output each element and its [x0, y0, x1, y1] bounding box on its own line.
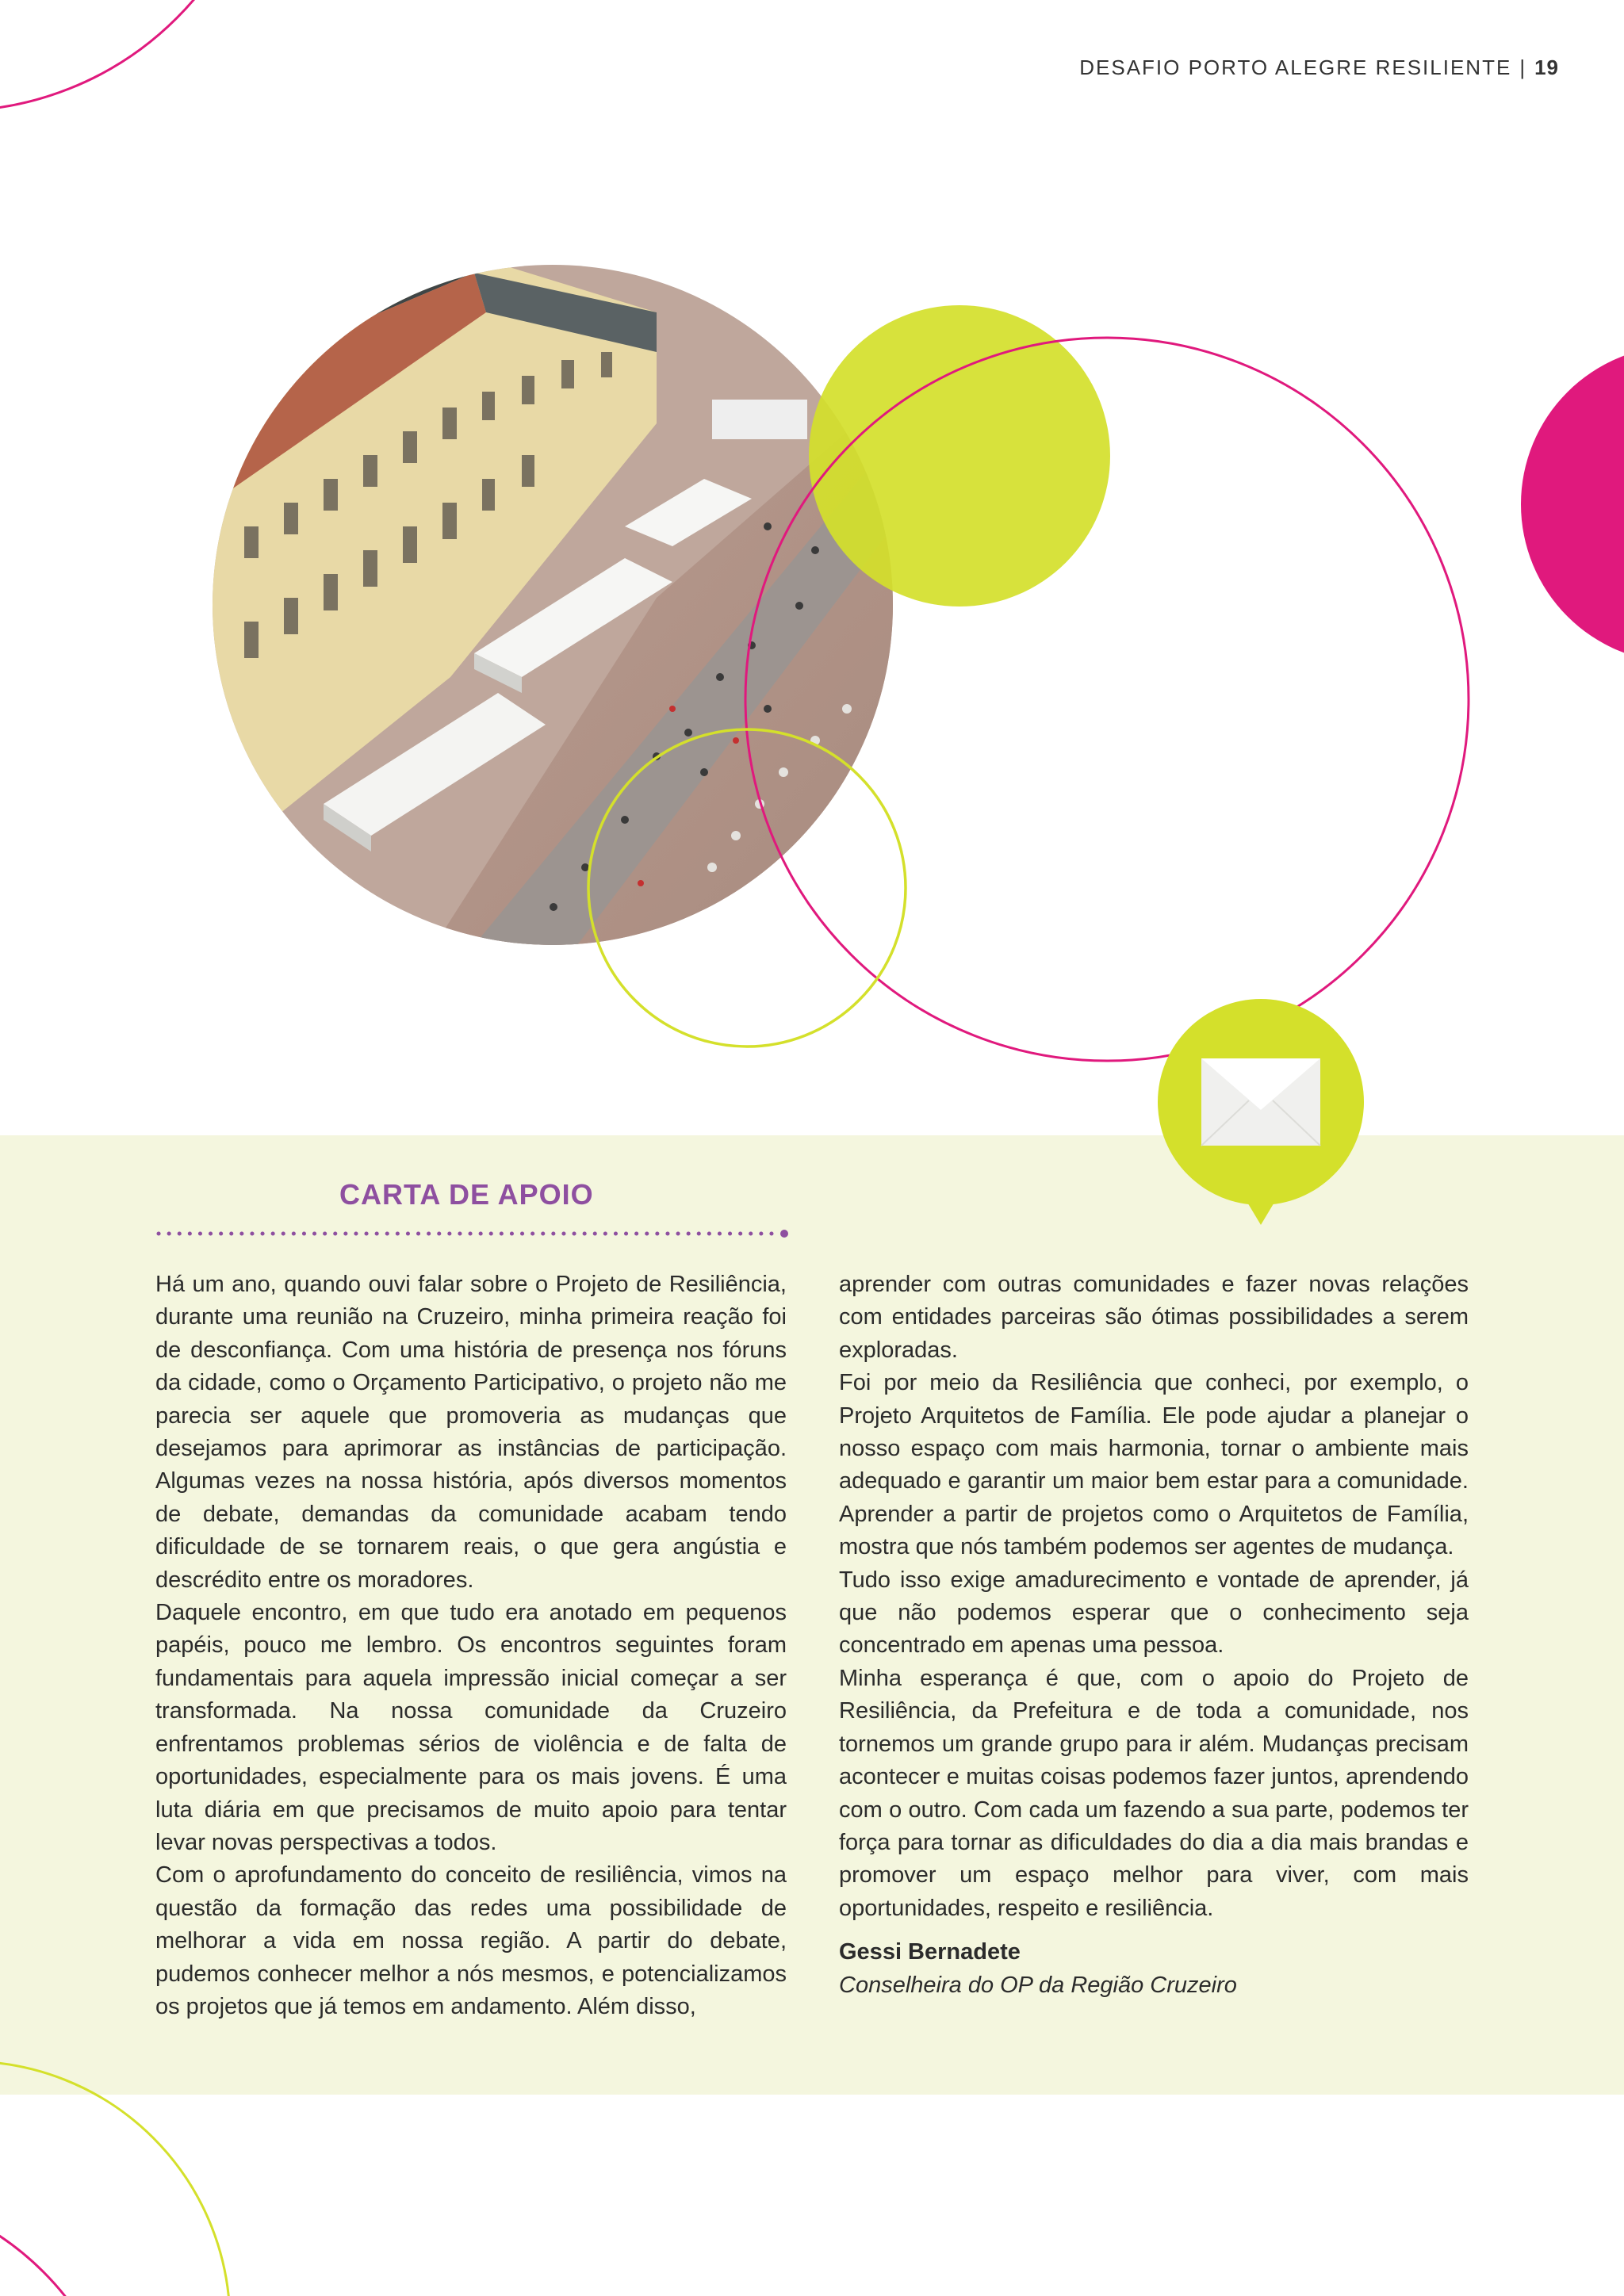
lime-ring-small: [588, 729, 906, 1047]
envelope-icon: [1201, 1058, 1320, 1146]
paragraph: Com o aprofundamento do conceito de resiliência, vimos na questão da formação das redes uma possibilidade de melhorar a vida em nossa região. A partir do debate, pudemos conhecer melhor a nós mesmos, e potencializamos os projetos que já temos em andamento. Além disso,: [155, 1862, 787, 2019]
lime-disc: [809, 305, 1110, 607]
paragraph: Daquele encontro, em que tudo era anotado em pequenos papéis, pouco me lembro. Os encontros seguintes foram fundamentais para aquela impressão inicial começar a ser transformada. Na nossa comunidade da Cruzeiro enfrentamos problemas sérios de violência e de falta de oportunidades, especialmente para os mais jovens. É uma luta diária em que precisamos de muito apoio para tentar levar novas perspectivas a todos.: [155, 1600, 787, 1855]
paragraph: Foi por meio da Resiliência que conheci, por exemplo, o Projeto Arquitetos de Família. Ele pode ajudar a planejar o nosso espaço com mais harmonia, tornar o ambiente mais adequado e garantir um maior bem estar para a comunidade. Aprender a partir de projetos como o Arquitetos de Família, mostra que nós também podemos ser agentes de mudança.: [839, 1370, 1469, 1560]
paragraph: Há um ano, quando ouvi falar sobre o Projeto de Resiliência, durante uma reunião na Cruzeiro, minha primeira reação foi de desconfiança. Com uma história de presença nos fóruns da cidade, como o Orçamento Participativo, o projeto não me parecia ser aquele que promoveria as mudanças que desejamos para aprimorar as instâncias de participação. Algumas vezes na nossa história, após diversos momentos de debate, demandas da comunidade acabam tendo dificuldade de se tornarem reais, o que gera angústia e descrédito entre os moradores.: [155, 1272, 787, 1593]
letter-column-left: [155, 1269, 787, 2023]
letter-column-right: [839, 1269, 1469, 2002]
signature-name: Gessi Bernadete: [839, 1939, 1021, 1965]
publication-title: DESAFIO PORTO ALEGRE RESILIENTE: [1079, 55, 1512, 79]
header-separator: |: [1519, 55, 1527, 79]
paragraph: Minha esperança é que, com o apoio do Projeto de Resiliência, da Prefeitura e de toda a comunidade, nos tornemos um grande grupo para ir além. Mudanças precisam acontecer e muitas coisas podemos fazer juntos, aprendendo com o outro. Com cada um fazendo a sua parte, podemos ter força para tornar as dificuldades do dia a dia mais brandas e promover um espaço melhor para viver, com mais oportunidades, respeito e resiliência.: [839, 1665, 1469, 1921]
signature-role: Conselheira do OP da Região Cruzeiro: [839, 1972, 1237, 1998]
section-title: CARTA DE APOIO: [339, 1178, 594, 1211]
page-number: 19: [1534, 55, 1559, 79]
paragraph: Tudo isso exige amadurecimento e vontade de aprender, já que não podemos esperar que o conhecimento seja concentrado em apenas uma pessoa.: [839, 1567, 1469, 1659]
dotted-rule: [155, 1224, 790, 1243]
envelope-badge: [1158, 999, 1364, 1229]
paragraph: aprender com outras comunidades e fazer novas relações com entidades parceiras são ótimas possibilidades a serem exploradas.: [839, 1272, 1469, 1363]
